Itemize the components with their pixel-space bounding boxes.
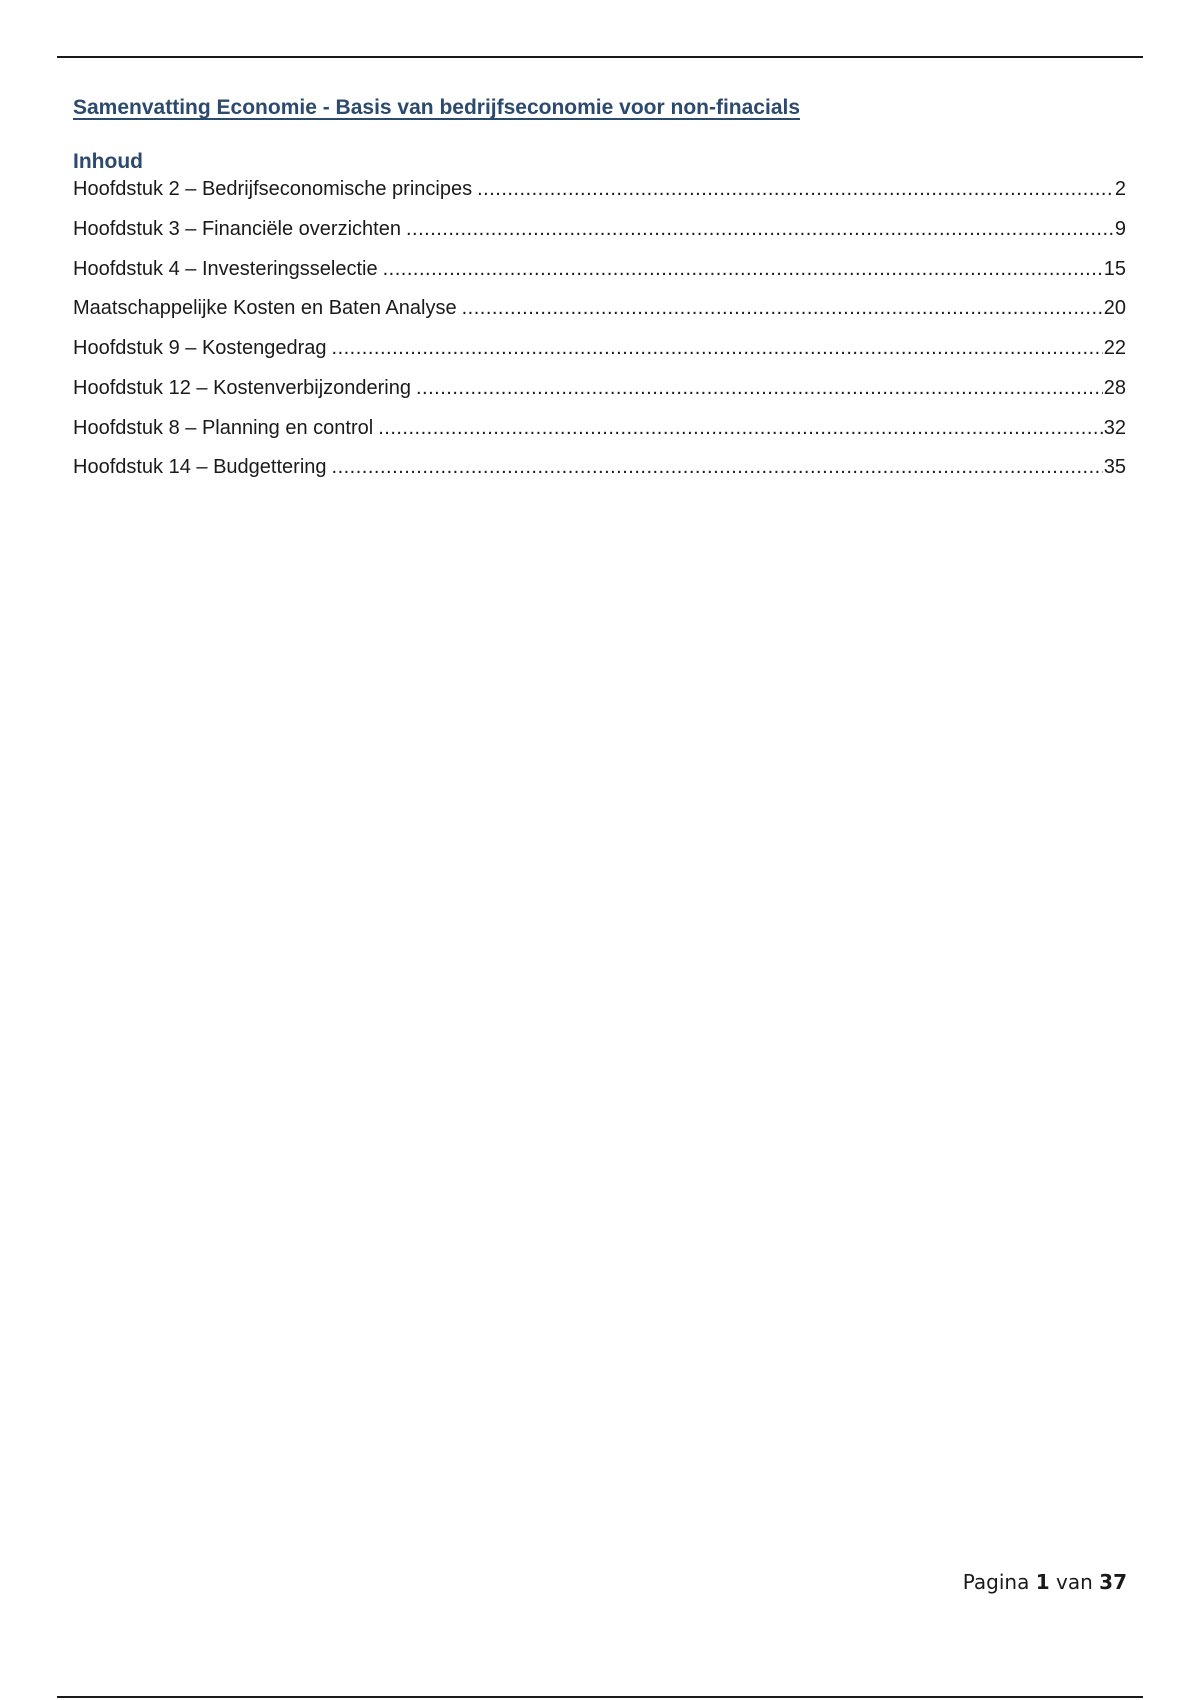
toc-entry[interactable] xyxy=(73,256,1126,282)
toc-entry-page: 15 xyxy=(1103,258,1126,280)
toc-entry-label: Hoofdstuk 9 – Kostengedrag xyxy=(73,337,327,359)
toc-dot-leader xyxy=(462,295,1103,321)
document-title-link[interactable]: Samenvatting Economie - Basis van bedrijfseconomie voor non-finacials xyxy=(73,96,801,119)
toc-dot-leader xyxy=(416,375,1103,401)
toc-entry-page: 9 xyxy=(1114,218,1126,240)
toc-dot-leader xyxy=(477,176,1114,202)
toc-entry[interactable] xyxy=(73,375,1126,401)
header-rule xyxy=(57,56,1143,58)
toc-entry-label: Maatschappelijke Kosten en Baten Analyse xyxy=(73,297,457,319)
toc-entry-label: Hoofdstuk 3 – Financiële overzichten xyxy=(73,218,401,240)
toc-entry-page: 2 xyxy=(1114,178,1126,200)
footer-rule xyxy=(57,1696,1143,1698)
page-number-prefix: Pagina xyxy=(962,1570,1030,1594)
toc-dot-leader xyxy=(406,216,1114,242)
toc-entry-label: Hoofdstuk 12 – Kostenverbijzondering xyxy=(73,377,411,399)
toc-entry[interactable] xyxy=(73,295,1126,321)
toc-heading: Inhoud xyxy=(73,150,143,173)
toc-entry[interactable] xyxy=(73,176,1126,202)
toc-dot-leader xyxy=(378,415,1103,441)
toc-entry-page: 35 xyxy=(1103,456,1126,478)
toc-entry-page: 20 xyxy=(1103,297,1126,319)
toc-entry-page: 28 xyxy=(1103,377,1126,399)
toc-entry[interactable] xyxy=(73,415,1126,441)
toc-entry-page: 32 xyxy=(1103,417,1126,439)
toc-entry[interactable] xyxy=(73,216,1126,242)
page-number-separator: van xyxy=(1056,1570,1093,1594)
toc-dot-leader xyxy=(332,335,1103,361)
toc-entry-label: Hoofdstuk 14 – Budgettering xyxy=(73,456,327,478)
toc-dot-leader xyxy=(332,454,1103,480)
toc-entry[interactable] xyxy=(73,454,1126,480)
toc-entry-page: 22 xyxy=(1103,337,1126,359)
toc-entry-label: Hoofdstuk 2 – Bedrijfseconomische principes xyxy=(73,178,473,200)
page-number-total: 37 xyxy=(1099,1570,1127,1594)
toc-entry-label: Hoofdstuk 8 – Planning en control xyxy=(73,417,374,439)
page-number-current: 1 xyxy=(1035,1570,1050,1594)
toc-entry[interactable] xyxy=(73,335,1126,361)
page-number xyxy=(963,1570,1127,1594)
toc-dot-leader xyxy=(383,256,1103,282)
toc-entry-label: Hoofdstuk 4 – Investeringsselectie xyxy=(73,258,378,280)
